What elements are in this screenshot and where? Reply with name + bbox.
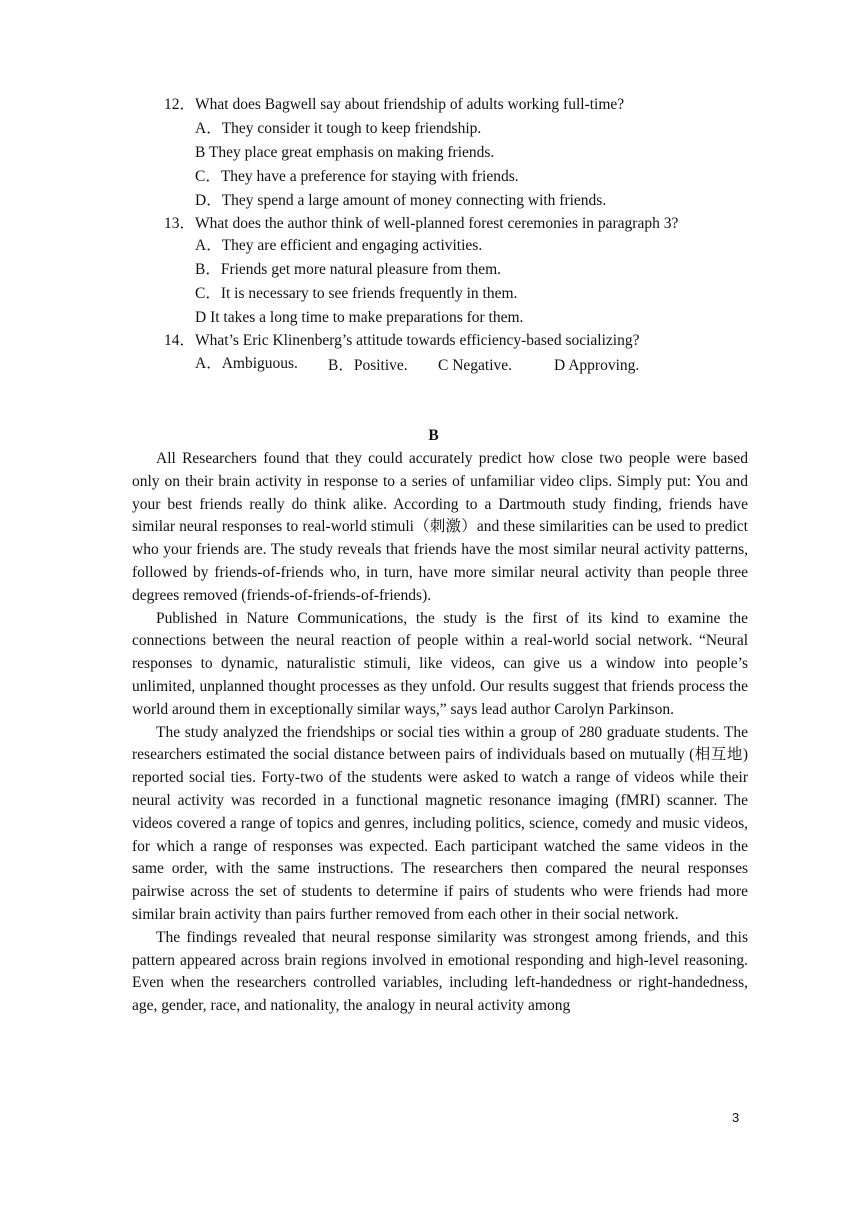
question-14-stem: 14．What’s Eric Klinenberg’s attitude towards efficiency-based socializing?	[164, 332, 640, 349]
question-14-option-c: C Negative.	[438, 357, 513, 374]
passage-paragraph-1: All Researchers found that they could accurately predict how close two people were based only on their brain activity in response to a series of unfamiliar video clips. Simply put: You and your best friends really do think alike. According to a Dartmouth study finding, friends have similar neural responses to real-world stimuli（刺激）and these similarities can be used to predict who your friends are. The study reveals that friends have the most similar neural activity patterns, followed by friends-of-friends who, in turn, have more similar neural activity than people three degrees removed (friends-of-friends-of-friends).	[132, 450, 748, 604]
question-12-stem: 12．What does Bagwell say about friendship of adults working full-time?	[164, 96, 625, 113]
passage-paragraph-3: The study analyzed the friendships or social ties within a group of 280 graduate students. The researchers estimated the social distance between pairs of individuals based on mutually (相互地) reported social ties. Forty-two of the students were asked to watch a range of videos while their neural activity was recorded in a functional magnetic resonance imaging (fMRI) scanner. The videos covered a range of topics and genres, including politics, science, comedy and music videos, for which a range of responses was expected. Each participant watched the same videos in the same order, with the same instructions. The researchers then compared the neural responses pairwise across the set of students to determine if pairs of students who were friends had more similar brain activity than pairs further removed from each other in their social network.	[132, 723, 748, 923]
page-number: 3	[732, 1110, 740, 1125]
reading-passage	[132, 448, 748, 1018]
question-13-option-d: D It takes a long time to make preparations for them.	[195, 309, 524, 326]
question-12-option-a: A．They consider it tough to keep friendship.	[195, 120, 482, 137]
question-13-option-a: A．They are efficient and engaging activities.	[195, 237, 483, 254]
question-12-option-c: C．They have a preference for staying with friends.	[195, 168, 519, 185]
question-12-option-b: B They place great emphasis on making friends.	[195, 144, 495, 161]
question-14-option-d: D Approving.	[554, 357, 640, 374]
section-heading: B	[428, 427, 439, 444]
question-14-option-a: A．Ambiguous.	[195, 355, 298, 372]
question-14-option-b: B．Positive.	[328, 357, 408, 374]
question-13-stem: 13．What does the author think of well-planned forest ceremonies in paragraph 3?	[164, 215, 679, 232]
question-13-option-b: B．Friends get more natural pleasure from them.	[195, 261, 502, 278]
passage-paragraph-2: Published in Nature Communications, the study is the first of its kind to examine the connections between the neural reaction of people within a real-world social network. “Neural responses to dynamic, naturalistic stimuli, like videos, can give us a window into people’s unlimited, unplanned thought processes as they unfold. Our results suggest that friends process the world around them in exceptionally similar ways,” says lead author Carolyn Parkinson.	[132, 609, 748, 718]
question-12-option-d: D．They spend a large amount of money connecting with friends.	[195, 192, 607, 209]
passage-paragraph-4: The findings revealed that neural response similarity was strongest among friends, and this pattern appeared across brain regions involved in emotional responding and high-level reasoning. Even when the researchers controlled variables, including left-handedness or right-handedness, age, gender, race, and nationality, the analogy in neural activity among	[132, 928, 748, 1015]
question-13-option-c: C．It is necessary to see friends frequently in them.	[195, 285, 518, 302]
